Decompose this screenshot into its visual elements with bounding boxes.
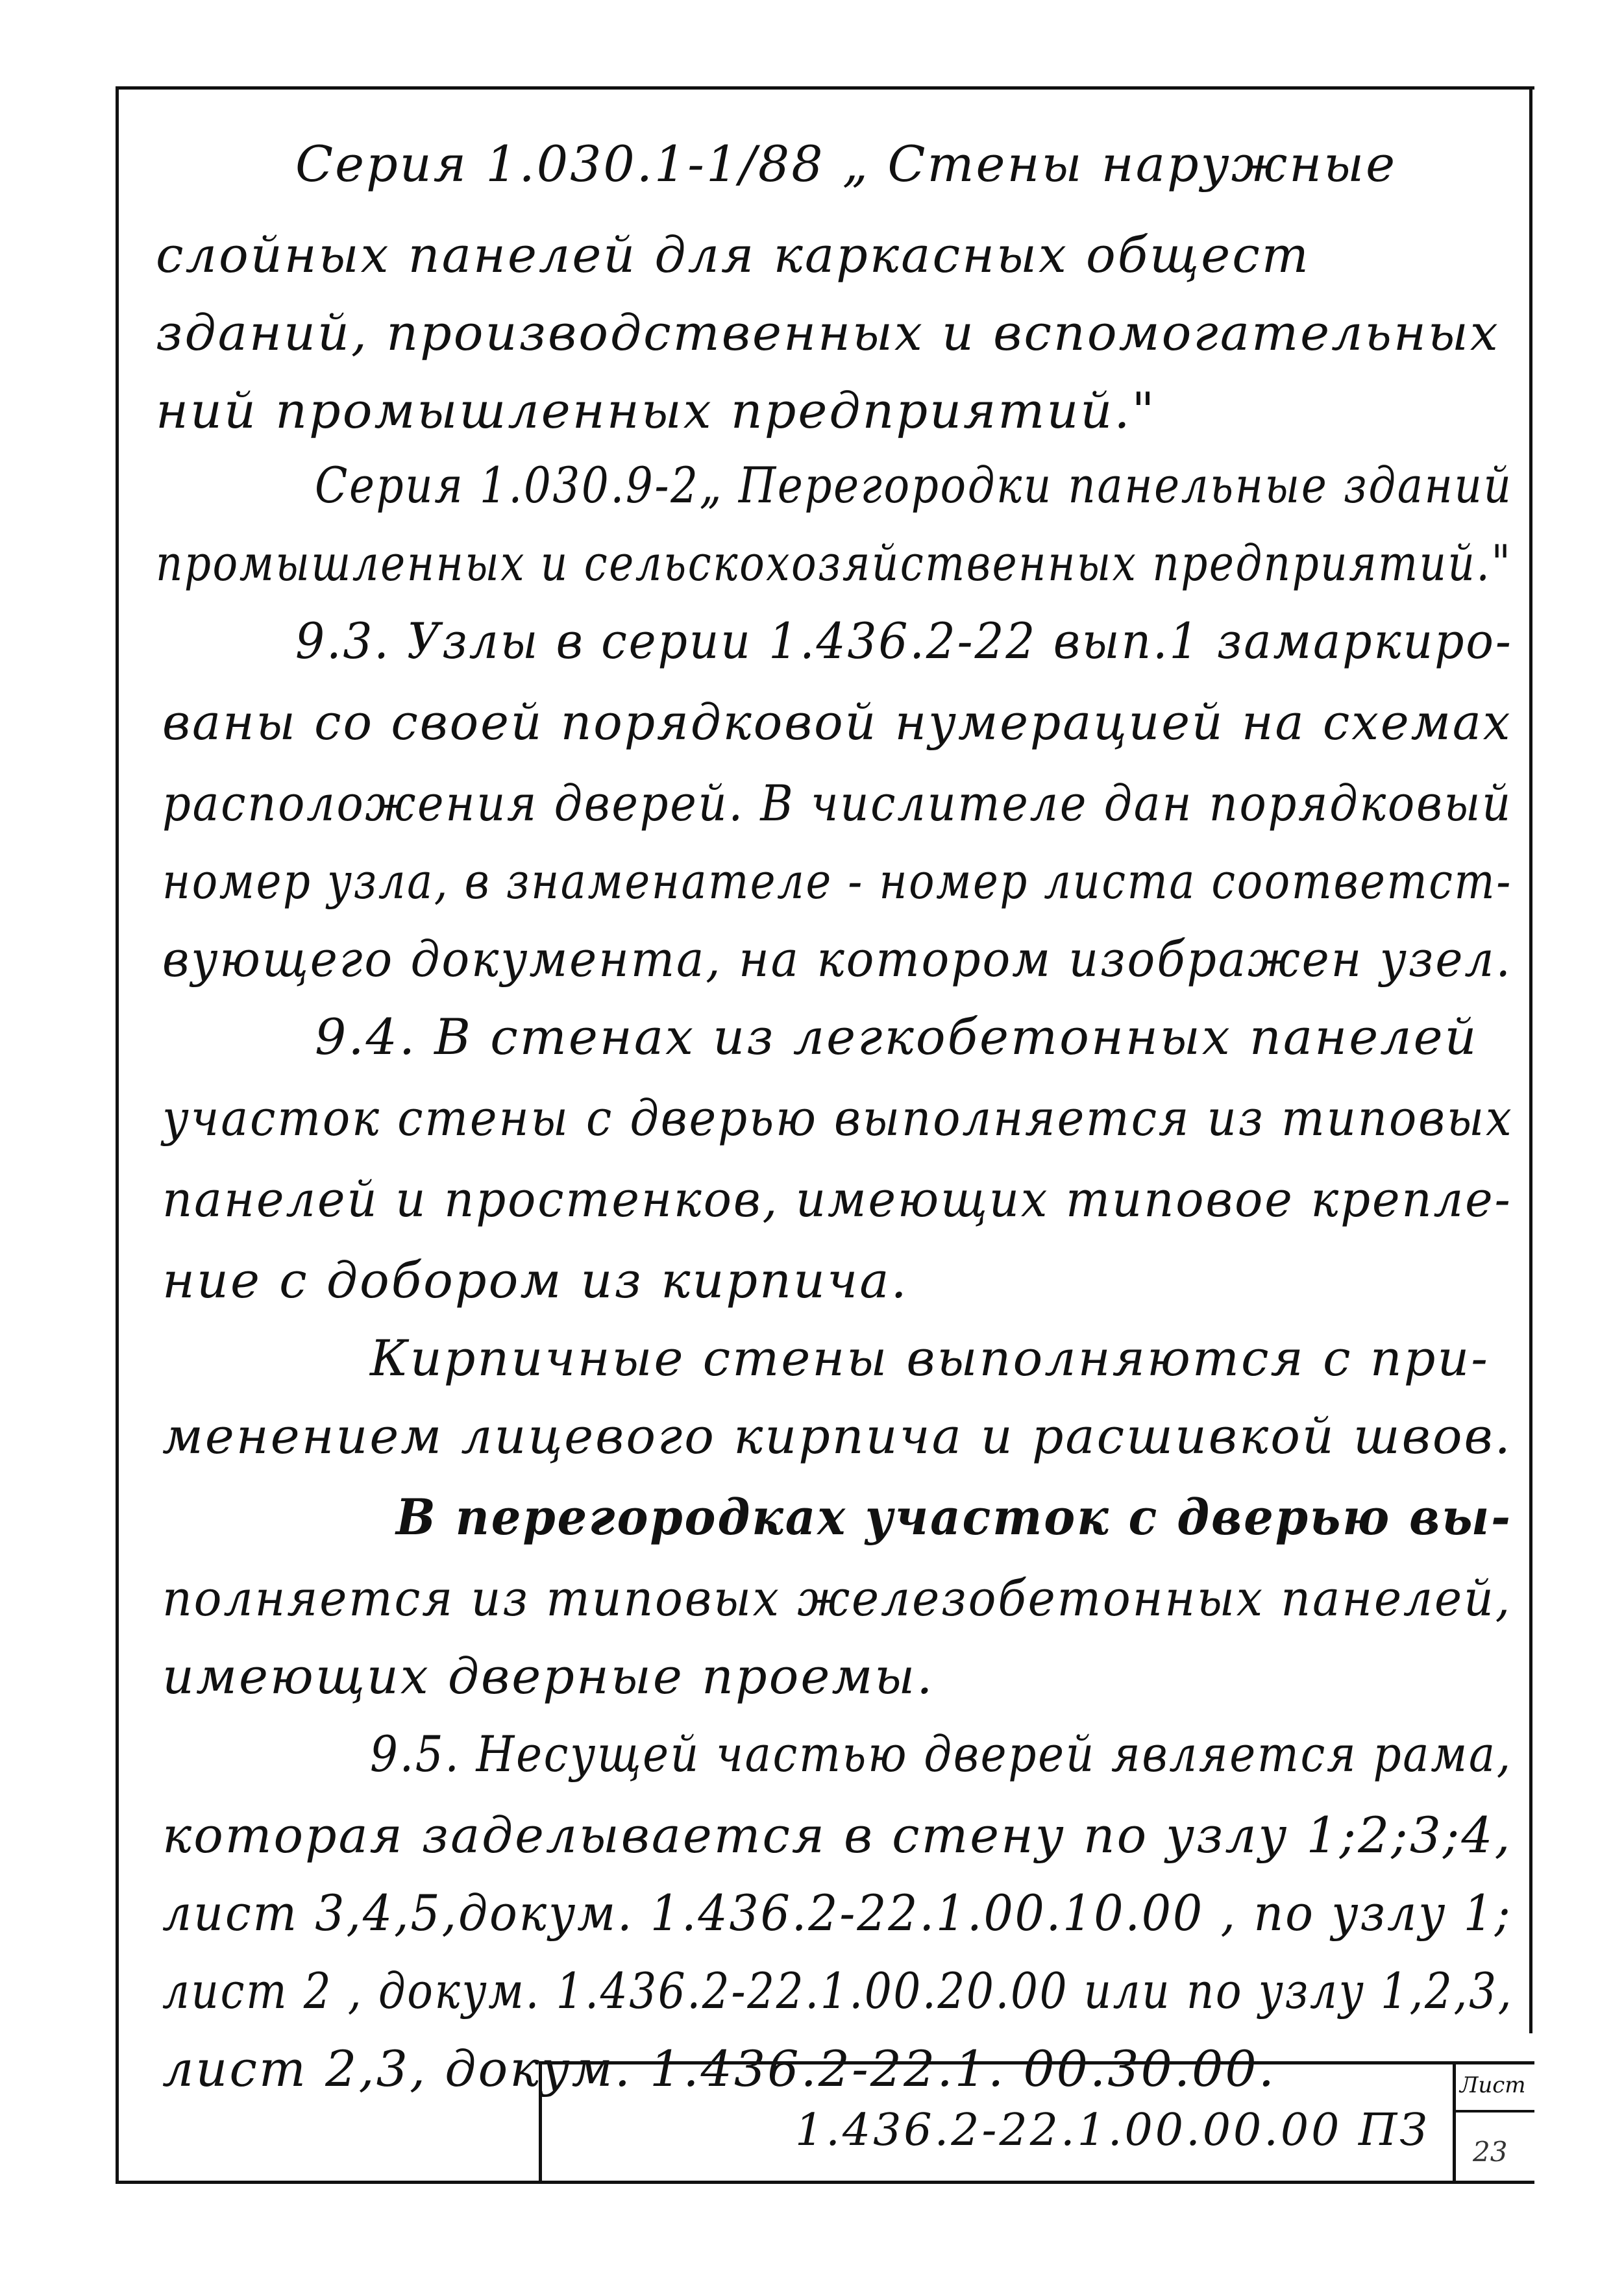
text-line: Кирпичные стены выполняются с при- (370, 1329, 1490, 1387)
text-line: имеющих дверные проемы. (162, 1647, 935, 1705)
text-line: 9.5. Несущей частью дверей является рама, (370, 1725, 1512, 1783)
text-line: лист 2,3, докум. 1.436.2-22.1. 00.30.00. (162, 2040, 1276, 2098)
text-line: ние с добором из кирпича. (162, 1251, 909, 1309)
text-line: ний промышленных предприятий." (156, 382, 1157, 439)
text-line: полняется из типовых железобетонных панелей, (162, 1569, 1512, 1627)
text-line: зданий, производственных и вспомогательных (156, 304, 1500, 361)
text-line: Серия 1.030.9-2„ Перегородки панельные зданий (315, 456, 1513, 514)
sheet-box (1453, 2061, 1534, 2184)
text-line: В перегородках участок с дверью вы- (396, 1488, 1512, 1546)
text-line: Серия 1.030.1-1/88 „ Стены наружные (295, 135, 1397, 193)
text-line: панелей и простенков, имеющих типовое крепле- (162, 1170, 1512, 1228)
frame-right-border (1529, 86, 1532, 2033)
sheet-divider (1456, 2110, 1534, 2113)
text-line: лист 2 , докум. 1.436.2-22.1.00.20.00 или по узлу 1,2,3, (162, 1962, 1514, 2020)
text-line: 9.4. В стенах из легкобетонных панелей (315, 1008, 1479, 1066)
document-code: 1.436.2-22.1.00.00.00 ПЗ (795, 2105, 1430, 2156)
text-line: вующего документа, на котором изображен узел. (162, 930, 1512, 988)
text-line: расположения дверей. В числителе дан порядковый (162, 774, 1512, 832)
text-line: промышленных и сельскохозяйственных предприятий." (156, 534, 1512, 592)
title-block (539, 2061, 1453, 2184)
text-line: которая заделывается в стену по узлу 1;2;3;4, (162, 1806, 1512, 1864)
text-line: слойных панелей для каркасных общест (156, 226, 1310, 284)
text-line: менением лицевого кирпича и расшивкой швов. (162, 1407, 1512, 1465)
text-line: лист 3,4,5,докум. 1.436.2-22.1.00.10.00 , по узлу 1; (162, 1884, 1512, 1942)
sheet-number: 23 (1473, 2136, 1508, 2168)
text-line: ваны со своей порядковой нумерацией на схемах (162, 693, 1512, 751)
sheet-label: Лист (1460, 2072, 1526, 2098)
text-line: номер узла, в знаменателе - номер листа соответст- (162, 852, 1512, 910)
text-line: 9.3. Узлы в серии 1.436.2-22 вып.1 замаркиро- (295, 612, 1513, 670)
text-line: участок стены с дверью выполняется из типовых (162, 1089, 1514, 1147)
